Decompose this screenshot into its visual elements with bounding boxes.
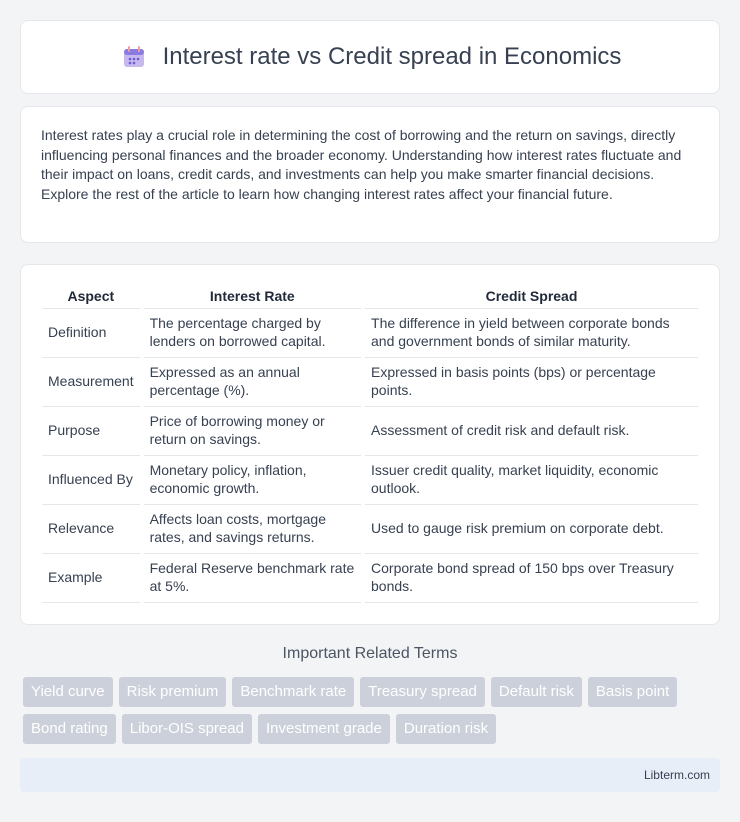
table-row [42, 406, 698, 455]
row-interest-rate: Affects loan costs, mortgage rates, and savings returns. [142, 504, 363, 553]
tag-investment-grade[interactable]: Investment grade [258, 714, 390, 744]
table-row [42, 504, 698, 553]
row-interest-rate: Monetary policy, inflation, economic growth. [142, 455, 363, 504]
row-credit-spread: Expressed in basis points (bps) or percentage points. [363, 357, 698, 406]
tag-basis-point[interactable]: Basis point [588, 677, 677, 707]
row-credit-spread: Used to gauge risk premium on corporate debt. [363, 504, 698, 553]
footer-brand-link[interactable]: Libterm.com [643, 768, 710, 782]
table-row [42, 455, 698, 504]
header-credit-spread: Credit Spread [363, 285, 698, 308]
row-interest-rate: Federal Reserve benchmark rate at 5%. [142, 553, 363, 602]
header-card [20, 20, 720, 94]
header-aspect: Aspect [42, 285, 142, 308]
row-interest-rate: The percentage charged by lenders on borrowed capital. [142, 308, 363, 357]
row-aspect: Influenced By [42, 455, 142, 504]
row-interest-rate: Expressed as an annual percentage (%). [142, 357, 363, 406]
page-title: Interest rate vs Credit spread in Economics [162, 43, 622, 70]
table-row [42, 553, 698, 602]
row-aspect: Measurement [42, 357, 142, 406]
intro-card [20, 106, 720, 243]
tag-benchmark-rate[interactable]: Benchmark rate [232, 677, 354, 707]
table-row [42, 308, 698, 357]
row-aspect: Relevance [42, 504, 142, 553]
footer [20, 758, 720, 792]
calendar-icon [119, 42, 149, 72]
tag-duration-risk[interactable]: Duration risk [396, 714, 496, 744]
row-credit-spread: Assessment of credit risk and default risk. [363, 406, 698, 455]
row-credit-spread: Corporate bond spread of 150 bps over Treasury bonds. [363, 553, 698, 602]
intro-text: Interest rates play a crucial role in determining the cost of borrowing and the return on savings, directly influencing personal finances and the broader economy. Understanding how interest rates fluctuate and their impact on loans, credit cards, and investments can help you make smarter financial decisions. Explore the rest of the article to learn how changing interest rates affect your financial future. [41, 127, 682, 202]
related-terms-title: Important Related Terms [282, 645, 458, 662]
row-credit-spread: The difference in yield between corporate bonds and government bonds of similar maturity. [363, 308, 698, 357]
row-interest-rate: Price of borrowing money or return on savings. [142, 406, 363, 455]
row-aspect: Definition [42, 308, 142, 357]
row-aspect: Example [42, 553, 142, 602]
table-header-row [42, 285, 698, 308]
tag-yield-curve[interactable]: Yield curve [23, 677, 113, 707]
tag-treasury-spread[interactable]: Treasury spread [360, 677, 485, 707]
tag-bond-rating[interactable]: Bond rating [23, 714, 116, 744]
row-credit-spread: Issuer credit quality, market liquidity, economic outlook. [363, 455, 698, 504]
comparison-table [42, 285, 698, 603]
related-terms-tags [23, 677, 723, 744]
tag-default-risk[interactable]: Default risk [491, 677, 582, 707]
table-row [42, 357, 698, 406]
row-aspect: Purpose [42, 406, 142, 455]
comparison-table-card [20, 264, 720, 625]
tag-libor-ois-spread[interactable]: Libor-OIS spread [122, 714, 252, 744]
tag-risk-premium[interactable]: Risk premium [119, 677, 227, 707]
header-interest-rate: Interest Rate [142, 285, 363, 308]
